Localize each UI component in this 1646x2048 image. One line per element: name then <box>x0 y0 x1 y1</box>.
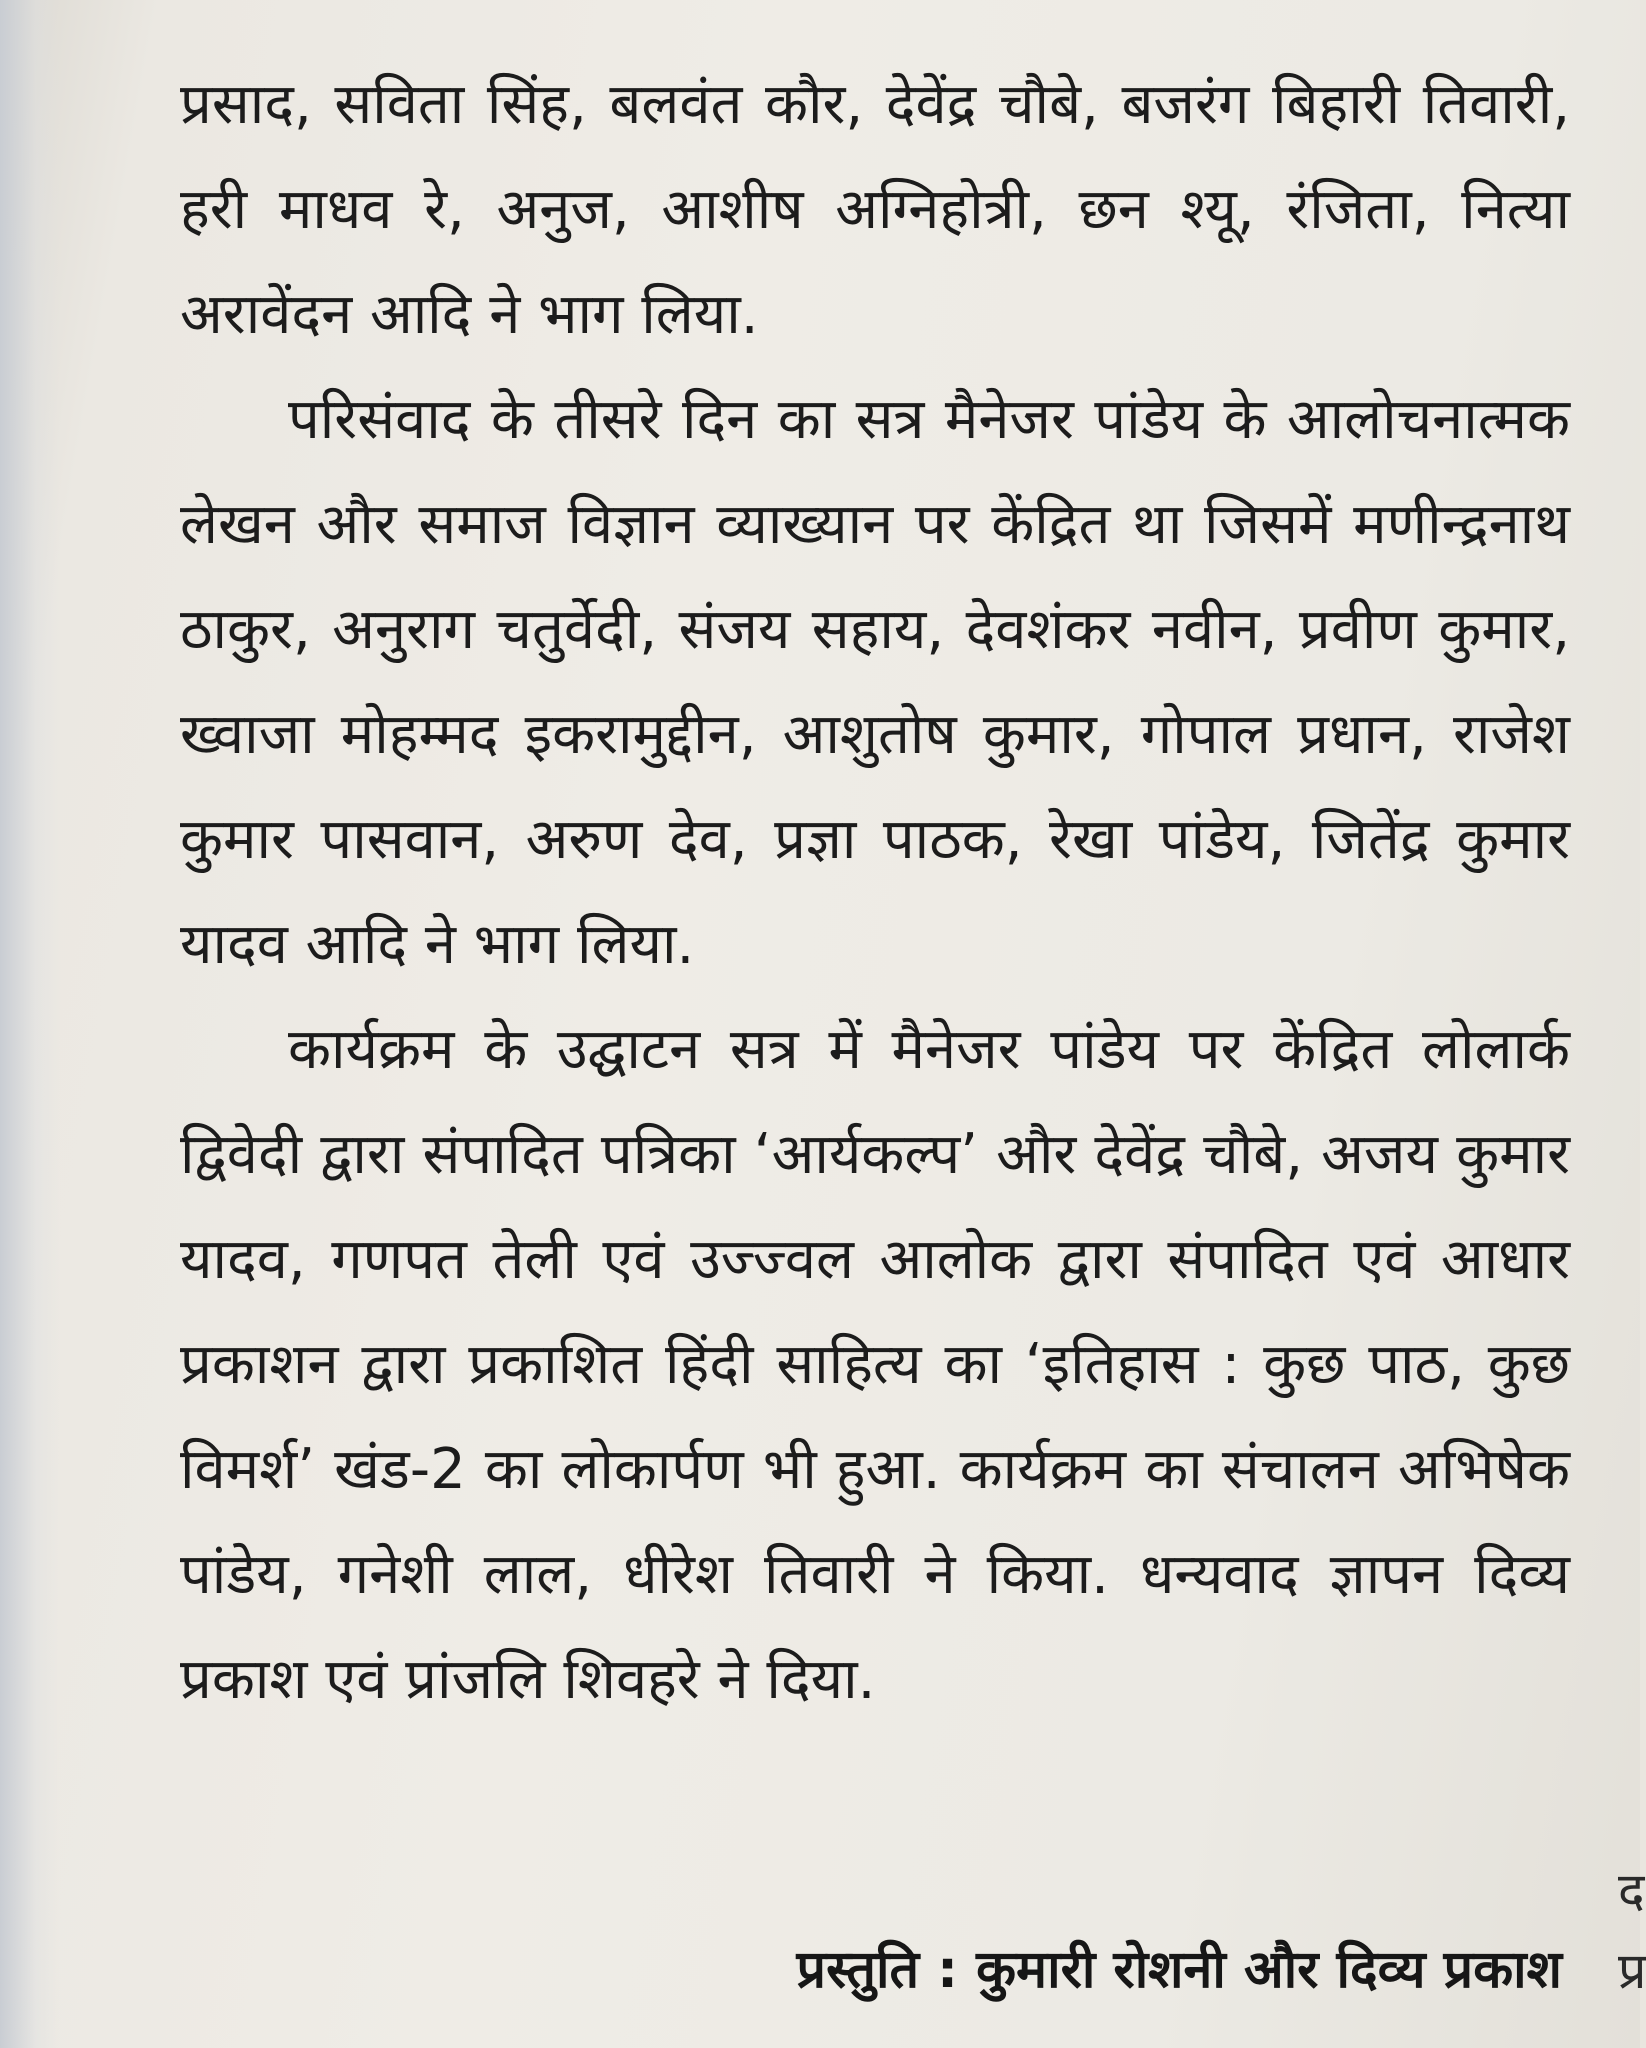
paragraph-third-day-session: परिसंवाद के तीसरे दिन का सत्र मैनेजर पांडेय के आलोचनात्मक लेखन और समाज विज्ञान व्याख्यान पर केंद्रित था जिसमें मणीन्द्रनाथ ठाकुर, अनुराग चतुर्वेदी, संजय सहाय, देवशंकर नवीन, प्रवीण कुमार, ख्वाजा मोहम्मद इकरामुद्दीन, आशुतोष कुमार, गोपाल प्रधान, राजेश कुमार पासवान, अरुण देव, प्रज्ञा पाठक, रेखा पांडेय, जितेंद्र कुमार यादव आदि ने भाग लिया. <box>180 387 1570 977</box>
presentation-credit: प्रस्तुति : कुमारी रोशनी और दिव्य प्रकाश <box>796 1940 1562 2000</box>
right-edge-fragment-2: प्र <box>1618 1942 1646 2000</box>
paragraph-inaugural-session: कार्यक्रम के उद्घाटन सत्र में मैनेजर पांडेय पर केंद्रित लोलार्क द्विवेदी द्वारा संपादित पत्रिका ‘आर्यकल्प’ और देवेंद्र चौबे, अजय कुमार यादव, गणपत तेली एवं उज्ज्वल आलोक द्वारा संपादित एवं आधार प्रकाशन द्वारा प्रकाशित हिंदी साहित्य का ‘इतिहास : कुछ पाठ, कुछ विमर्श’ खंड-2 का लोकार्पण भी हुआ. कार्यक्रम का संचालन अभिषेक पांडेय, गनेशी लाल, धीरेश तिवारी ने किया. धन्यवाद ज्ञापन दिव्य प्रकाश एवं प्रांजलि शिवहरे ने दिया. <box>180 1017 1570 1712</box>
article-body <box>180 52 1570 1732</box>
right-edge-fragment-1: द <box>1618 1862 1645 1920</box>
paragraph-participants-continued: प्रसाद, सविता सिंह, बलवंत कौर, देवेंद्र चौबे, बजरंग बिहारी तिवारी, हरी माधव रे, अनुज, आशीष अग्निहोत्री, छन श्यू, रंजिता, नित्या अरावेंदन आदि ने भाग लिया. <box>180 72 1570 347</box>
page-edge-shadow <box>0 0 60 2048</box>
